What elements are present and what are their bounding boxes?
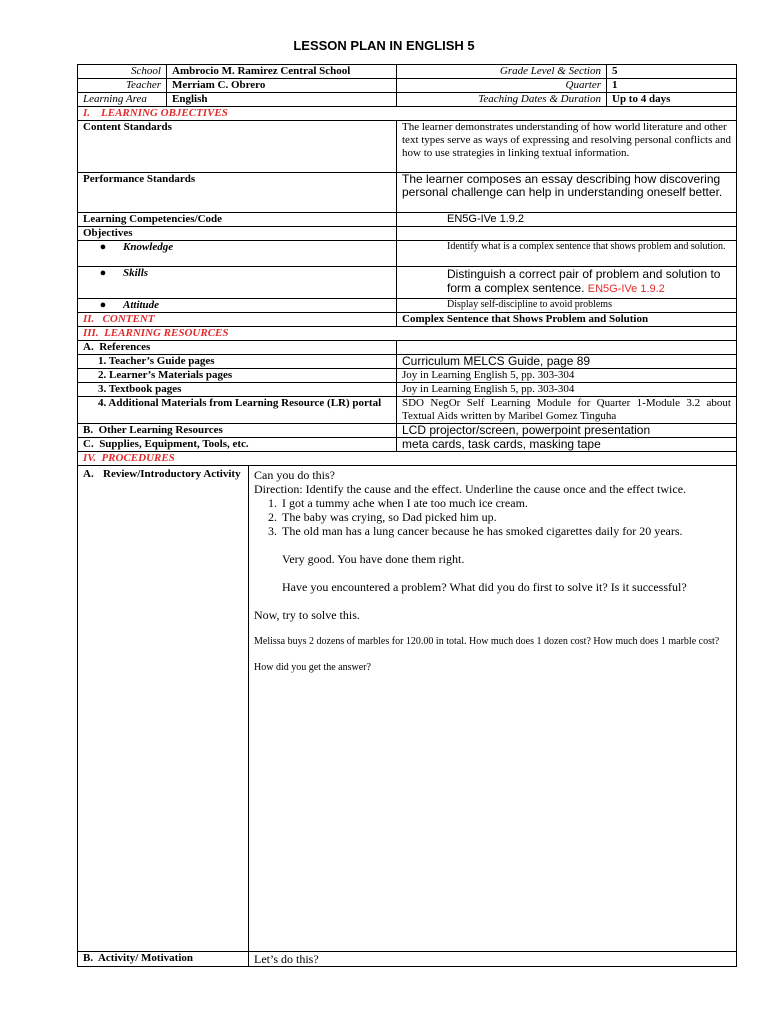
praise-text: Very good. You have done them right. bbox=[282, 552, 465, 566]
question-text: Have you encountered a problem? What did you do first to solve it? Is it successful? bbox=[282, 580, 687, 594]
competency-value: EN5G-IVe 1.9.2 bbox=[397, 213, 737, 227]
knowledge-value: Identify what is a complex sentence that shows problem and solution. bbox=[397, 241, 737, 267]
lm-value: Joy in Learning English 5, pp. 303-304 bbox=[397, 369, 737, 383]
am-value: SDO NegOr Self Learning Module for Quarter 1-Module 3.2 about Textual Aids written by Maribel Gomez Tinguha bbox=[397, 397, 737, 424]
activity-label: B. Activity/ Motivation bbox=[78, 952, 249, 967]
attitude-label: Attitude bbox=[123, 299, 160, 311]
list-item: 2. The baby was crying, so Dad picked him up. bbox=[280, 510, 731, 524]
school-value: Ambrocio M. Ramirez Central School bbox=[167, 65, 397, 79]
problem-text: Melissa buys 2 dozens of marbles for 120.00 in total. How much does 1 dozen cost? How much does 1 marble cost? bbox=[254, 636, 720, 647]
objectives-heading: I. LEARNING OBJECTIVES bbox=[78, 107, 737, 121]
tg-label: 1. Teacher’s Guide pages bbox=[78, 355, 397, 369]
procedures-heading: IV. PROCEDURES bbox=[78, 452, 737, 466]
how-text: How did you get the answer? bbox=[254, 662, 371, 673]
performance-standards-label: Performance Standards bbox=[78, 173, 397, 213]
tg-value: Curriculum MELCS Guide, page 89 bbox=[397, 355, 737, 369]
header-table bbox=[77, 64, 737, 107]
skills-label: Skills bbox=[123, 267, 149, 279]
other-resources-value: LCD projector/screen, powerpoint presentation bbox=[397, 424, 737, 438]
list-item: 3. The old man has a lung cancer because he has smoked cigarettes daily for 20 years. bbox=[280, 524, 731, 538]
review-content bbox=[249, 466, 737, 952]
knowledge-label-cell bbox=[78, 241, 397, 267]
area-label: Learning Area bbox=[78, 93, 167, 107]
school-label: School bbox=[78, 65, 167, 79]
content-standards-label: Content Standards bbox=[78, 121, 397, 173]
references-empty bbox=[397, 341, 737, 355]
tb-value: Joy in Learning English 5, pp. 303-304 bbox=[397, 383, 737, 397]
skills-cell bbox=[397, 267, 737, 299]
tb-label: 3. Textbook pages bbox=[78, 383, 397, 397]
skills-label-cell bbox=[78, 267, 397, 299]
bullet-icon: ● bbox=[99, 241, 107, 253]
direction-text: Direction: Identify the cause and the effect. Underline the cause once and the effect twice. bbox=[254, 482, 687, 496]
bullet-icon: ● bbox=[99, 267, 107, 279]
content-heading: II. CONTENT bbox=[78, 313, 397, 327]
teacher-value: Merriam C. Obrero bbox=[167, 79, 397, 93]
content-value: Complex Sentence that Shows Problem and Solution bbox=[397, 313, 737, 327]
references-label: A. References bbox=[78, 341, 397, 355]
lm-label: 2. Learner’s Materials pages bbox=[78, 369, 397, 383]
attitude-value: Display self-discipline to avoid problems bbox=[397, 299, 737, 313]
grade-value: 5 bbox=[607, 65, 737, 79]
skills-value: Distinguish a correct pair of problem and solution to form a complex sentence. bbox=[447, 267, 721, 295]
content-standards-value: The learner demonstrates understanding of how world literature and other text types serve as ways of expressing and resolving personal conflicts and how to use strategies in linking textual information. bbox=[397, 121, 737, 173]
performance-standards-value: The learner composes an essay describing how discovering personal challenge can help in understanding oneself better. bbox=[397, 173, 737, 213]
review-label-cell: A. Review/Introductory Activity bbox=[78, 466, 249, 952]
dates-label: Teaching Dates & Duration bbox=[397, 93, 607, 107]
objectives-empty bbox=[397, 227, 737, 241]
activity-value: Let’s do this? bbox=[249, 952, 737, 967]
dates-value: Up to 4 days bbox=[607, 93, 737, 107]
other-resources-label: B. Other Learning Resources bbox=[78, 424, 397, 438]
resources-heading: III. LEARNING RESOURCES bbox=[78, 327, 737, 341]
teacher-label: Teacher bbox=[78, 79, 167, 93]
intro-text: Can you do this? bbox=[254, 468, 335, 482]
cause-effect-list bbox=[254, 496, 731, 538]
am-label: 4. Additional Materials from Learning Resource (LR) portal bbox=[78, 397, 397, 424]
bullet-icon: ● bbox=[99, 299, 107, 311]
page-title: LESSON PLAN IN ENGLISH 5 bbox=[293, 38, 475, 53]
area-value: English bbox=[167, 93, 397, 107]
supplies-value: meta cards, task cards, masking tape bbox=[397, 438, 737, 452]
quarter-label: Quarter bbox=[397, 79, 607, 93]
objectives-table bbox=[77, 106, 737, 466]
supplies-label: C. Supplies, Equipment, Tools, etc. bbox=[78, 438, 397, 452]
grade-label: Grade Level & Section bbox=[397, 65, 607, 79]
objectives-label: Objectives bbox=[78, 227, 397, 241]
lesson-plan-document bbox=[77, 64, 736, 967]
quarter-value: 1 bbox=[607, 79, 737, 93]
attitude-label-cell bbox=[78, 299, 397, 313]
knowledge-label: Knowledge bbox=[123, 241, 174, 253]
procedures-table bbox=[77, 465, 737, 967]
skills-code: EN5G-IVe 1.9.2 bbox=[587, 283, 665, 295]
list-item: 1. I got a tummy ache when I ate too much ice cream. bbox=[280, 496, 731, 510]
now-text: Now, try to solve this. bbox=[254, 608, 360, 622]
competency-label: Learning Competencies/Code bbox=[78, 213, 397, 227]
